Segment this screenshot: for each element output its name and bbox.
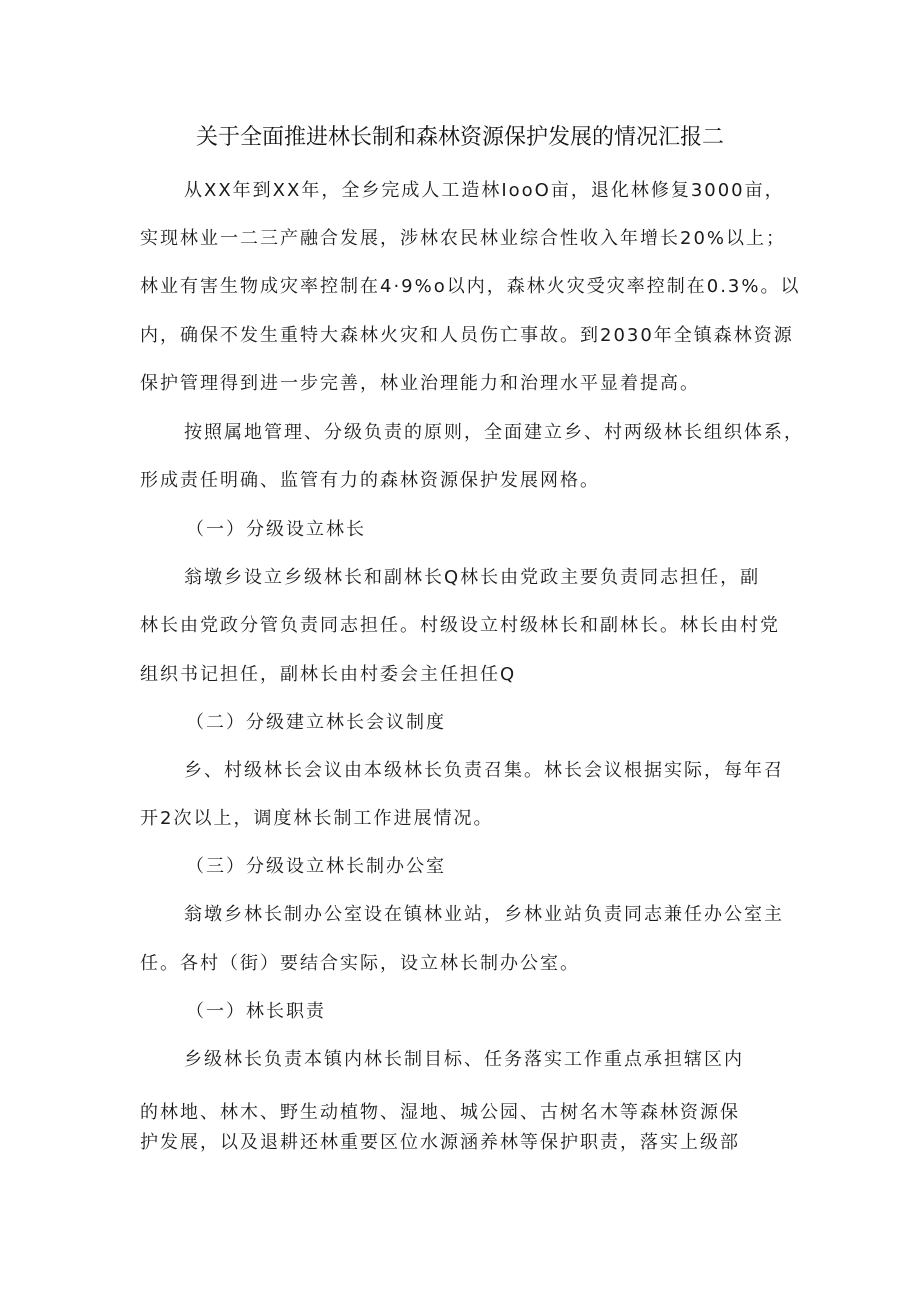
section-heading: （一）分级设立林长 [186,519,366,540]
paragraph-line: 翁墩乡林长制办公室设在镇林业站，乡林业站负责同志兼任办公室主 [184,904,784,925]
paragraph-line: 按照属地管理、分级负责的原则，全面建立乡、村两级林长组织体系， [184,422,804,443]
paragraph-line: 任。各村（街）要结合实际，设立林长制办公室。 [140,953,580,974]
paragraph-line: 乡、村级林长会议由本级林长负责召集。林长会议根据实际，每年召 [184,760,784,781]
paragraph-line: 保护管理得到进一步完善，林业治理能力和治理水平显着提高。 [140,373,700,394]
paragraph-line: 翁墩乡设立乡级林长和副林长Q林长由党政主要负责同志担任，副 [184,567,761,588]
paragraph-line: 乡级林长负责本镇内林长制目标、任务落实工作重点承担辖区内 [184,1049,744,1070]
paragraph-line: 从XX年到XX年，全乡完成人工造林IooO亩，退化林修复3000亩， [184,180,785,201]
paragraph-line: 形成责任明确、监管有力的森林资源保护发展网格。 [140,470,600,491]
paragraph-line: 林长由党政分管负责同志担任。村级设立村级林长和副林长。林长由村党 [140,615,780,636]
paragraph-line: 实现林业一二三产融合发展，涉林农民林业综合性收入年增长20%以上； [140,228,787,249]
document-title: 关于全面推进林长制和森林资源保护发展的情况汇报二 [195,125,724,150]
paragraph-line: 的林地、林木、野生动植物、湿地、城公园、古树名木等森林资源保 [140,1102,740,1123]
paragraph-line: 林业有害生物成灾率控制在4·9%o以内，森林火灾受灾率控制在0.3%。以 [140,276,801,297]
paragraph-line: 开2次以上，调度林长制工作进展情况。 [140,808,494,829]
section-heading: （二）分级建立林长会议制度 [186,712,446,733]
section-heading: （一）林长职责 [186,1001,326,1022]
paragraph-line: 护发展，以及退耕还林重要区位水源涵养林等保护职责，落实上级部 [140,1132,740,1153]
paragraph-line: 组织书记担任，副林长由村委会主任担任Q [140,664,517,685]
section-heading: （三）分级设立林长制办公室 [186,856,446,877]
paragraph-line: 内，确保不发生重特大森林火灾和人员伤亡事故。到2030年全镇森林资源 [140,325,794,346]
